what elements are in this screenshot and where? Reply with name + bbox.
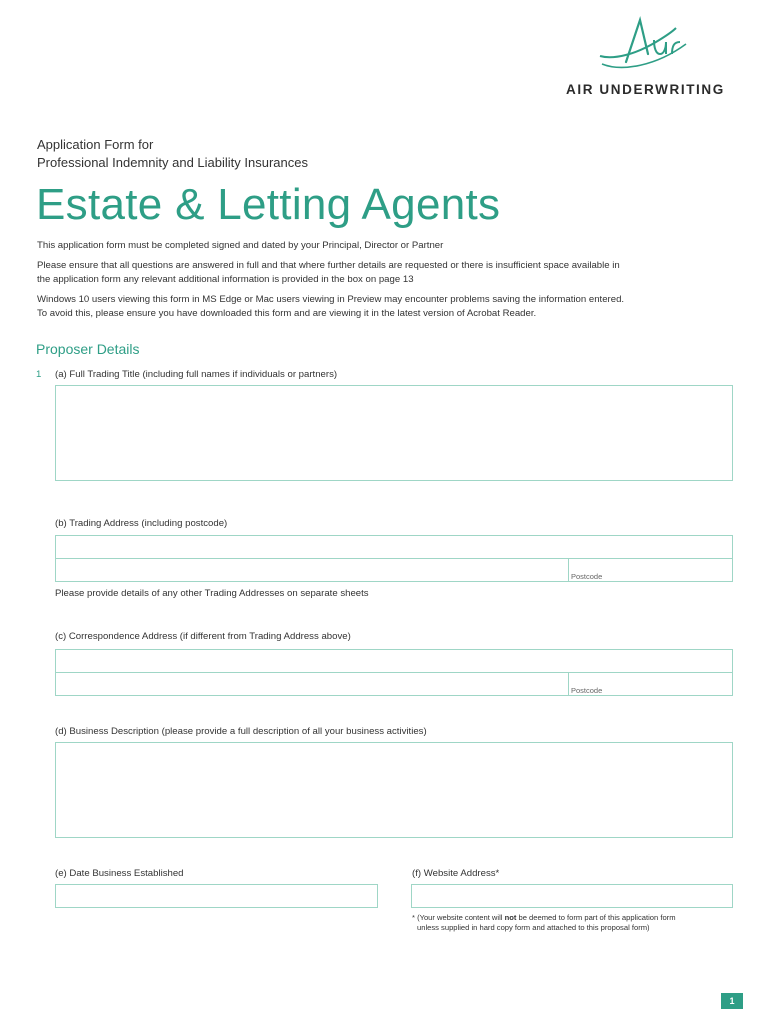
intro-paragraph-2-line-2: the application form any relevant additional information is provided in the box on page 13	[37, 274, 414, 285]
intro-paragraph-2-line-1: Please ensure that all questions are answered in full and that where further details are requested or there is insufficient space available in	[37, 260, 620, 271]
section-title: Proposer Details	[36, 341, 140, 357]
field-label-trading-address: (b) Trading Address (including postcode)	[55, 518, 228, 529]
correspondence-postcode-label: Postcode	[571, 686, 603, 695]
website-note	[412, 913, 742, 933]
intro-paragraph-3-line-1: Windows 10 users viewing this form in MS Edge or Mac users viewing in Preview may encounter problems saving the information entered.	[37, 294, 625, 305]
website-note-line-1: * (Your website content will not be deemed to form part of this application form	[412, 913, 676, 922]
full-trading-title-textarea[interactable]	[55, 385, 733, 481]
business-description-textarea[interactable]	[55, 742, 733, 838]
trading-address-line-1-input[interactable]	[55, 535, 733, 559]
brand-logo	[596, 14, 692, 74]
intro-paragraph-3-line-2: To avoid this, please ensure you have downloaded this form and are viewing it in the latest version of Acrobat Reader.	[37, 308, 537, 319]
brand-name: AIR UNDERWRITING	[566, 82, 725, 97]
page-number-badge: 1	[721, 993, 743, 1009]
field-label-date-established: (e) Date Business Established	[55, 868, 184, 879]
subtitle-line-2: Professional Indemnity and Liability Insurances	[37, 155, 308, 170]
correspondence-postcode-input[interactable]	[568, 672, 733, 696]
question-number: 1	[36, 369, 42, 380]
intro-paragraph-1: This application form must be completed signed and dated by your Principal, Director or Partner	[37, 240, 444, 251]
correspondence-address-line-1-input[interactable]	[55, 649, 733, 673]
field-label-full-trading-title: (a) Full Trading Title (including full names if individuals or partners)	[55, 369, 338, 380]
trading-postcode-label: Postcode	[571, 572, 603, 581]
air-logo-mark-icon	[596, 14, 692, 74]
trading-postcode-input[interactable]	[568, 558, 733, 582]
date-established-input[interactable]	[55, 884, 378, 908]
correspondence-address-line-2-input[interactable]	[55, 672, 569, 696]
website-address-input[interactable]	[411, 884, 733, 908]
trading-address-line-2-input[interactable]	[55, 558, 569, 582]
field-label-correspondence-address: (c) Correspondence Address (if different from Trading Address above)	[55, 631, 351, 642]
website-note-line-2: unless supplied in hard copy form and attached to this proposal form)	[417, 923, 650, 932]
field-label-website-address: (f) Website Address*	[412, 868, 500, 879]
field-label-business-description: (d) Business Description (please provide a full description of all your business activities)	[55, 726, 427, 737]
trading-address-note: Please provide details of any other Trading Addresses on separate sheets	[55, 588, 369, 599]
page-title: Estate & Letting Agents	[36, 180, 501, 229]
subtitle-line-1: Application Form for	[37, 137, 154, 152]
